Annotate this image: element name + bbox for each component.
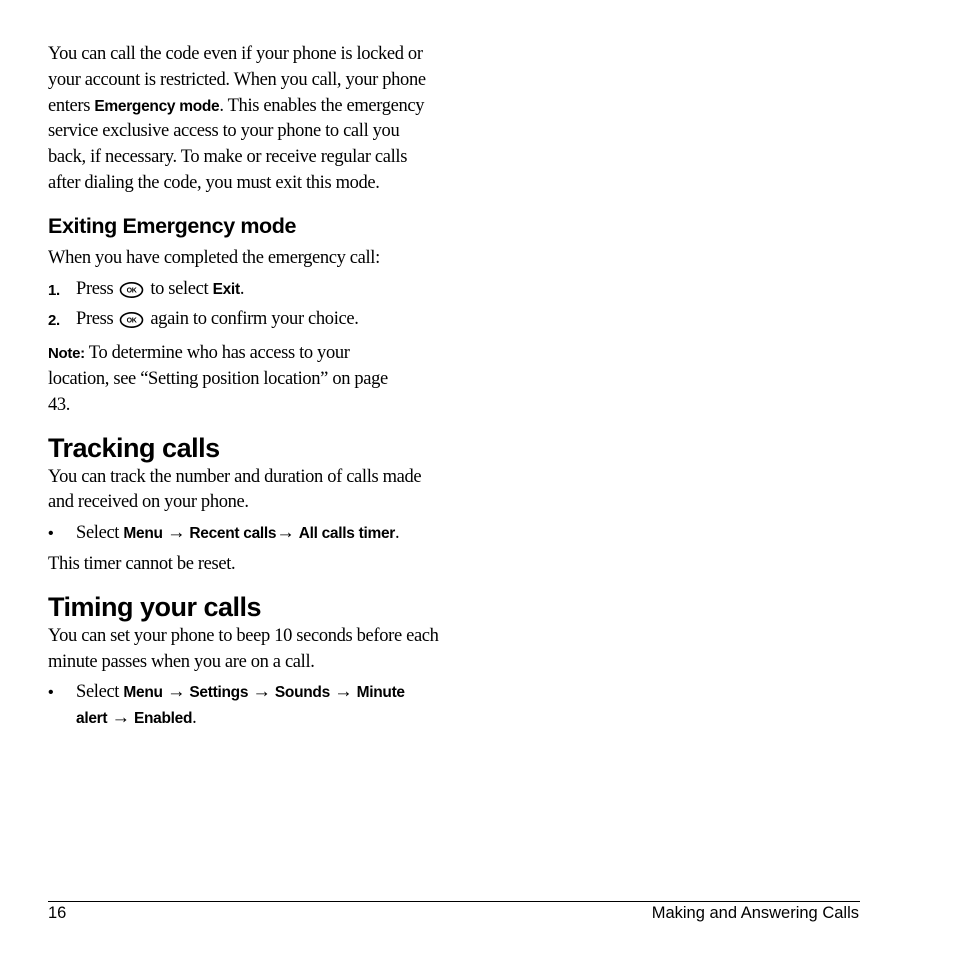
main-column: [48, 42, 440, 732]
step-2: [48, 307, 440, 333]
menu-path-minute-alert: Minute alert: [76, 684, 405, 728]
timing-bullet: [48, 680, 426, 732]
bullet-icon: •: [48, 684, 54, 702]
note: [48, 341, 393, 418]
arrow-icon: →: [166, 523, 186, 544]
footer-divider: [48, 901, 860, 902]
menu-path-settings: Settings: [189, 684, 249, 702]
menu-path-sounds: Sounds: [274, 684, 330, 702]
note-label: Note:: [48, 345, 85, 363]
step-1: [48, 277, 440, 303]
menu-path-menu: Menu: [123, 525, 163, 543]
svg-text:OK: OK: [126, 317, 137, 325]
arrow-icon: →: [276, 523, 295, 544]
page-number: 16: [48, 904, 67, 922]
tracking-after: This timer cannot be reset.: [48, 553, 236, 574]
chapter-title: Making and Answering Calls: [651, 904, 859, 922]
menu-path-recent-calls: Recent calls: [189, 525, 277, 543]
intro-text-before: You can call the code even if your phone is locked or your account is restricted. When you call, your phone enters: [48, 44, 426, 116]
step-1-press: Press: [76, 278, 114, 299]
step-1-keyword: Exit: [212, 280, 240, 298]
menu-path-enabled: Enabled: [133, 710, 193, 728]
bullet-icon: •: [48, 525, 54, 543]
menu-path-menu: Menu: [123, 684, 163, 702]
intro-paragraph: [48, 42, 440, 197]
step-1-after: to select: [150, 278, 213, 299]
ok-key-icon: [119, 311, 144, 329]
timing-select: Select: [76, 682, 124, 703]
timing-body: You can set your phone to beep 10 seconds before each minute passes when you are on a call.: [48, 625, 439, 672]
step-1-number: 1.: [48, 281, 60, 299]
tracking-select: Select: [76, 523, 124, 544]
exiting-heading: Exiting Emergency mode: [48, 213, 297, 238]
svg-text:OK: OK: [126, 287, 137, 295]
timing-heading: Timing your calls: [48, 591, 262, 622]
arrow-icon: →: [166, 682, 186, 703]
step-2-number: 2.: [48, 312, 60, 330]
period: .: [192, 708, 197, 729]
period: .: [395, 523, 400, 544]
intro-keyword: Emergency mode: [94, 97, 220, 115]
arrow-icon: →: [111, 708, 130, 729]
arrow-icon: →: [252, 682, 271, 703]
note-text: To determine who has access to your location, see “Setting position location” on page 43.: [48, 343, 388, 415]
tracking-body: You can track the number and duration of calls made and received on your phone.: [48, 466, 422, 513]
menu-path-all-calls-timer: All calls timer: [298, 525, 395, 543]
tracking-bullet: [48, 521, 440, 547]
intro-text-after: . This enables the emergency service exclusive access to your phone to call you back, if necessary. To make or receive regular calls after dialing the code, you must exit this mode.: [48, 95, 425, 193]
arrow-icon: →: [334, 682, 353, 703]
tracking-heading: Tracking calls: [48, 432, 220, 463]
step-1-end: .: [239, 278, 245, 299]
ok-key-icon: [119, 281, 144, 299]
step-2-press: Press: [76, 309, 114, 330]
step-2-after: again to confirm your choice.: [150, 309, 359, 330]
exiting-lead: When you have completed the emergency call:: [48, 247, 380, 268]
